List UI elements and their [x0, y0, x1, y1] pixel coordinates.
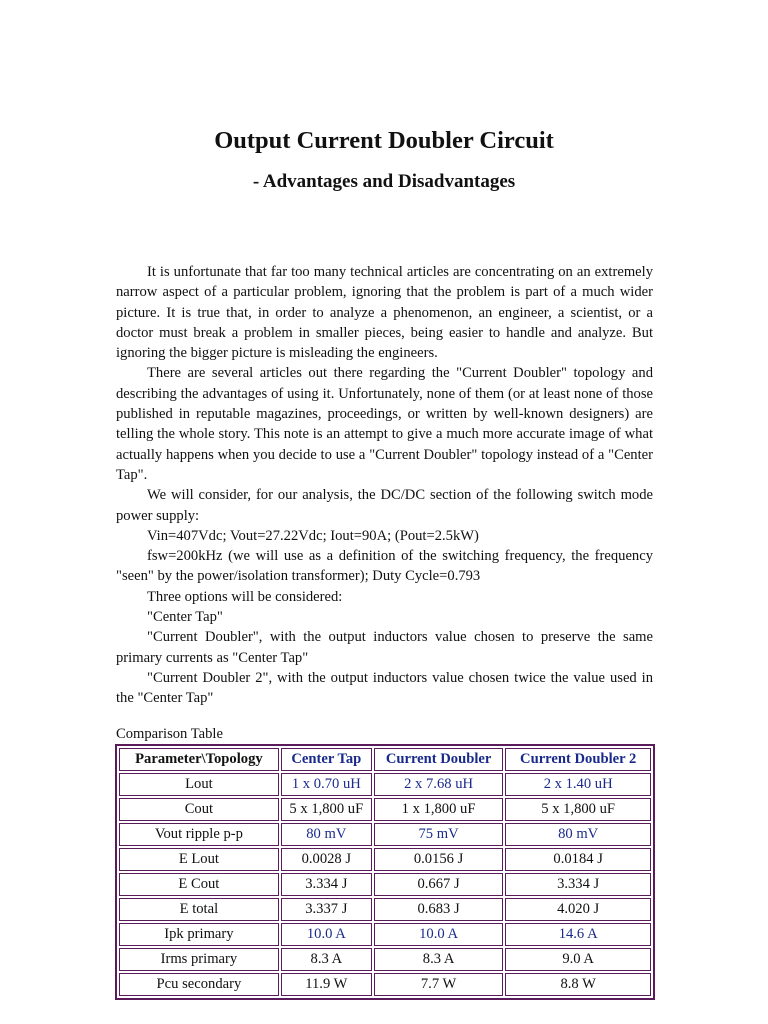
comparison-table [115, 744, 655, 1000]
table-row [119, 873, 651, 896]
table-row [119, 973, 651, 996]
paragraph-options: Three options will be considered: [147, 588, 343, 605]
table-cell: 0.0028 J [281, 848, 372, 871]
table-cell: 7.7 W [374, 973, 503, 996]
table-cell: 0.0156 J [374, 848, 503, 871]
paragraph-fsw: fsw=200kHz (we will use as a definition of the switching frequency, the frequency "seen" by the power/isolation transformer); Duty Cycle=0.793 [116, 548, 653, 585]
table-row [119, 898, 651, 921]
table-header-row [119, 748, 651, 771]
table-cell: 8.8 W [505, 973, 651, 996]
table-caption: Comparison Table [116, 726, 223, 742]
table-body [119, 773, 651, 996]
table-cell: 9.0 A [505, 948, 651, 971]
document-title: Output Current Doubler Circuit [214, 127, 554, 154]
table-cell: 14.6 A [505, 923, 651, 946]
table-cell: 4.020 J [505, 898, 651, 921]
table-row [119, 848, 651, 871]
table-row-label: Vout ripple p-p [119, 823, 279, 846]
document-subtitle: - Advantages and Disadvantages [252, 171, 516, 192]
header-center-tap: Center Tap [281, 748, 372, 771]
table-cell: 3.334 J [505, 873, 651, 896]
table-cell: 3.337 J [281, 898, 372, 921]
table-cell: 10.0 A [374, 923, 503, 946]
table-row [119, 823, 651, 846]
table-cell: 3.334 J [281, 873, 372, 896]
table-cell: 5 x 1,800 uF [505, 798, 651, 821]
table-row-label: E Lout [119, 848, 279, 871]
table-cell: 80 mV [505, 823, 651, 846]
table-row [119, 798, 651, 821]
paragraph-intro: It is unfortunate that far too many technical articles are concentrating on an extremely narrow aspect of a particular problem, ignoring that the problem is part of a much wider picture. It is true that, in order to analyze a phenomenon, an engineer, a scientist, or a doctor must break a problem in smaller pieces, being easier to handle and analyze. But ignoring the bigger picture is misleading the engineers. [116, 264, 653, 362]
header-current-doubler-2: Current Doubler 2 [505, 748, 651, 771]
table-cell: 2 x 7.68 uH [374, 773, 503, 796]
table-cell: 11.9 W [281, 973, 372, 996]
table-row [119, 773, 651, 796]
table-cell: 8.3 A [281, 948, 372, 971]
table-cell: 0.667 J [374, 873, 503, 896]
table-row-label: Ipk primary [119, 923, 279, 946]
table-cell: 1 x 0.70 uH [281, 773, 372, 796]
table-row-label: Pcu secondary [119, 973, 279, 996]
option-current-doubler-2: "Current Doubler 2", with the output inductors value chosen twice the value used in the "Center Tap" [116, 669, 653, 707]
header-current-doubler: Current Doubler [374, 748, 503, 771]
table-cell: 1 x 1,800 uF [374, 798, 503, 821]
table-row-label: Lout [119, 773, 279, 796]
table-row [119, 948, 651, 971]
table-cell: 10.0 A [281, 923, 372, 946]
table-row-label: E Cout [119, 873, 279, 896]
paragraph-articles: There are several articles out there regarding the "Current Doubler" topology and describing the advantages of using it. Unfortunately, none of them (or at least none of those published in reputable magazines, proceedings, or written by well-known designers) are telling the whole story. This note is an attempt to give a much more accurate image of what actually happens when you decide to use a "Current Doubler" topology instead of a "Center Tap". [116, 365, 653, 483]
paragraph-analysis: We will consider, for our analysis, the DC/DC section of the following switch mode power supply: [116, 487, 653, 524]
table-cell: 5 x 1,800 uF [281, 798, 372, 821]
option-current-doubler: "Current Doubler", with the output inductors value chosen to preserve the same primary currents as "Center Tap" [116, 629, 653, 666]
paragraph-specs: Vin=407Vdc; Vout=27.22Vdc; Iout=90A; (Pout=2.5kW) [147, 527, 479, 544]
table-row [119, 923, 651, 946]
option-center-tap: "Center Tap" [147, 609, 223, 626]
header-parameter: Parameter\Topology [119, 748, 279, 771]
table-cell: 0.683 J [374, 898, 503, 921]
table-cell: 2 x 1.40 uH [505, 773, 651, 796]
table-cell: 0.0184 J [505, 848, 651, 871]
table-row-label: Cout [119, 798, 279, 821]
body-text [116, 262, 653, 709]
table-cell: 80 mV [281, 823, 372, 846]
table-row-label: Irms primary [119, 948, 279, 971]
table-row-label: E total [119, 898, 279, 921]
table-cell: 8.3 A [374, 948, 503, 971]
table-cell: 75 mV [374, 823, 503, 846]
